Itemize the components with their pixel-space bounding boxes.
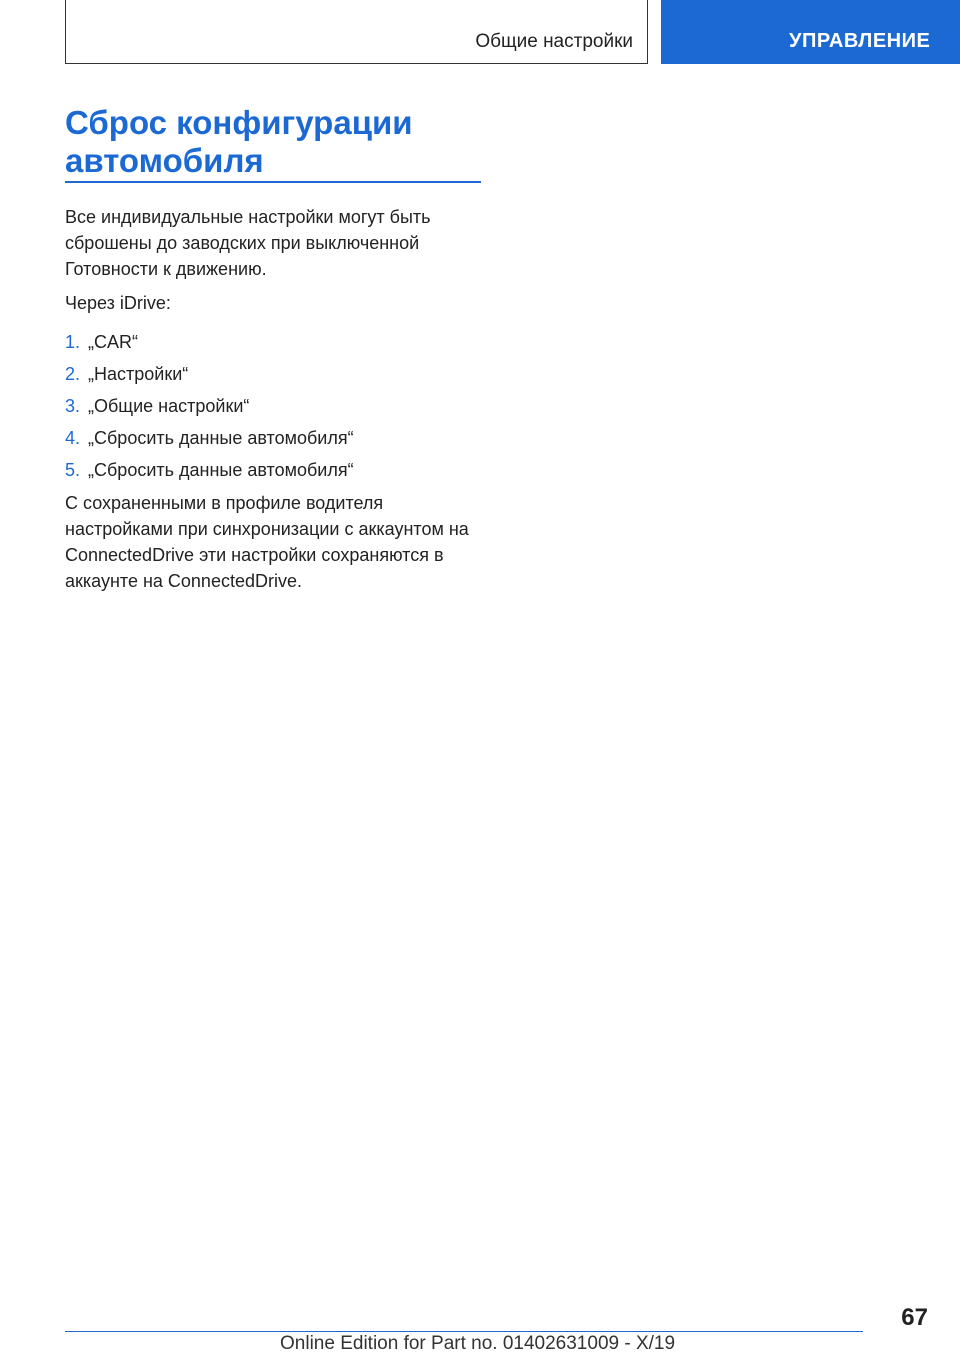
step-text: „Настройки“: [88, 364, 189, 384]
step-number: 3.: [65, 396, 81, 416]
page-title: Сброс конфигурации автомобиля: [65, 104, 413, 179]
step-number: 2.: [65, 364, 81, 384]
step-number: 1.: [65, 332, 81, 352]
step-text: „Сбросить данные автомобиля“: [88, 428, 354, 448]
step-text: „Общие настройки“: [88, 396, 250, 416]
intro-text: Все индивидуальные настройки могут быть сброшены до заводских при выключенной Готовности к движению.: [65, 207, 431, 279]
main-content: [65, 204, 485, 594]
list-item: [65, 358, 485, 390]
steps-list: [65, 326, 485, 486]
header-section-label: Общие настройки: [475, 31, 633, 52]
page-number: 67: [901, 1304, 928, 1331]
sync-note-text: С сохраненными в профиле водителя настройками при синхронизации с аккаунтом на ConnectedDrive эти настройки сохраняются в аккаунте на ConnectedDrive.: [65, 493, 469, 591]
header-section-box: [65, 0, 648, 64]
list-item: [65, 326, 485, 358]
title-divider: [65, 181, 481, 183]
footer-divider: [65, 1331, 863, 1332]
list-item: [65, 422, 485, 454]
footer-edition-text: Online Edition for Part no. 01402631009 - X/19: [280, 1333, 676, 1354]
step-number: 5.: [65, 460, 81, 480]
list-item: [65, 454, 485, 486]
step-number: 4.: [65, 428, 81, 448]
step-text: „CAR“: [88, 332, 138, 352]
via-idrive-text: Через iDrive:: [65, 293, 171, 313]
step-text: „Сбросить данные автомобиля“: [88, 460, 354, 480]
list-item: [65, 390, 485, 422]
header-chapter-tab[interactable]: УПРАВЛЕНИЕ: [661, 0, 960, 64]
